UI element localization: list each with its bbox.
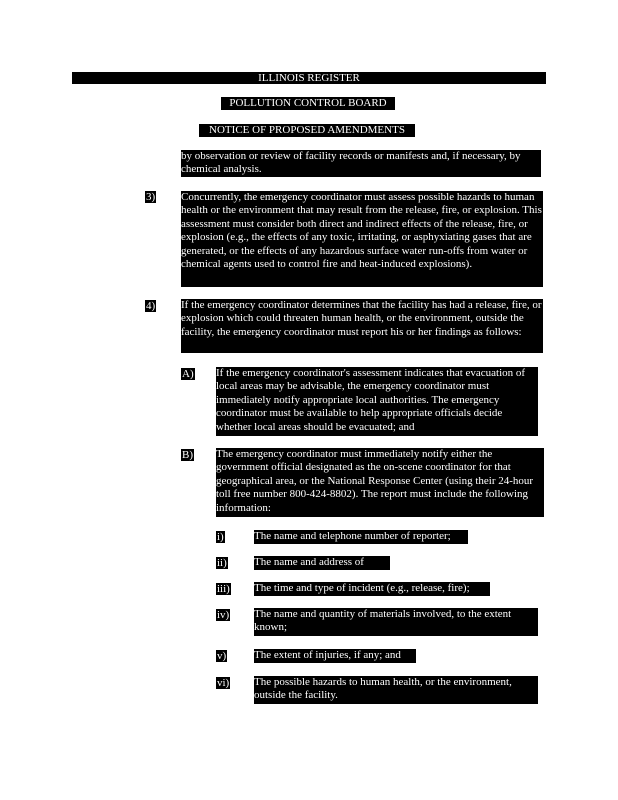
subitem-b-label: B) xyxy=(182,449,193,461)
roman-iv-text: The name and quantity of materials involved, to the extent known; xyxy=(254,608,538,636)
roman-v-text: The extent of injuries, if any; and xyxy=(254,649,416,663)
roman-ii-label: ii) xyxy=(217,557,227,569)
roman-iii-text: The time and type of incident (e.g., release, fire); xyxy=(254,582,490,596)
register-header-bar xyxy=(72,72,546,84)
subitem-a-text: If the emergency coordinator's assessment indicates that evacuation of local areas may be advisable, the emergency coordinator must immediately notify appropriate local authorities. The emergency coordinator must be available to help appropriate officials decide whether local areas should be evacuated; and xyxy=(216,367,538,436)
roman-iii-label: iii) xyxy=(217,583,230,595)
roman-i-label: i) xyxy=(217,531,224,543)
subitem-b-text: The emergency coordinator must immediately notify either the government official designated as the on-scene coordinator for that geographical area, or the National Response Center (using their 24-hour toll free number 800-424-8802). The report must include the following information: xyxy=(216,448,544,517)
subitem-a-label: A) xyxy=(182,368,194,380)
item-4-text: If the emergency coordinator determines that the facility has had a release, fire, or explosion which could threaten human health, or the environment, outside the facility, the emergency coordinator must report his or her findings as follows: xyxy=(181,299,543,353)
notice-title: NOTICE OF PROPOSED AMENDMENTS xyxy=(199,124,415,137)
board-title: POLLUTION CONTROL BOARD xyxy=(221,97,395,110)
roman-iv-label: iv) xyxy=(217,609,230,621)
continuation-text: by observation or review of facility records or manifests and, if necessary, by chemical analysis. xyxy=(181,150,541,177)
roman-v-label: v) xyxy=(217,650,227,662)
roman-vi-label: vi) xyxy=(217,677,230,689)
item-3-label: 3) xyxy=(146,191,156,203)
item-4-label: 4) xyxy=(146,300,156,312)
register-title: ILLINOIS REGISTER xyxy=(258,72,360,84)
roman-i-text: The name and telephone number of reporter; xyxy=(254,530,468,544)
roman-vi-text: The possible hazards to human health, or the environment, outside the facility. xyxy=(254,676,538,704)
roman-ii-text: The name and address of facility; xyxy=(254,556,390,570)
item-3-text: Concurrently, the emergency coordinator must assess possible hazards to human health or the environment that may result from the release, fire, or explosion. This assessment must consider both direct and indirect effects of the release, fire, or explosion (e.g., the effects of any toxic, irritating, or asphyxiating gases that are generated, or the effects of any hazardous surface water run-offs from water or chemical agents used to control fire and heat-induced explosions). xyxy=(181,191,543,287)
